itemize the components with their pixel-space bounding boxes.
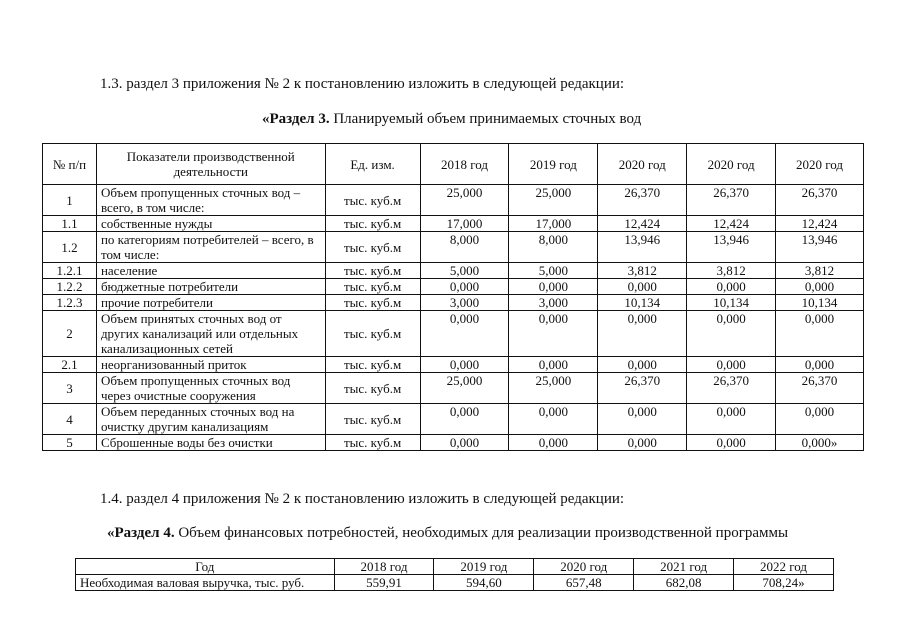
cell-value: 17,000 [509,216,598,232]
cell-value: 657,48 [534,575,634,591]
table-header-row [76,559,834,575]
cell-value: 26,370 [776,185,864,216]
cell-value: 0,000 [509,357,598,373]
financial-needs-table [75,558,834,591]
cell-value: 26,370 [598,185,687,216]
row-indicator: бюджетные потребители [96,279,325,295]
cell-value: 8,000 [420,232,509,263]
cell-value: 12,424 [598,216,687,232]
row-number: 2.1 [43,357,97,373]
row-number: 3 [43,373,97,404]
planned-wastewater-table [42,143,864,451]
row-number: 2 [43,311,97,357]
cell-value: 3,812 [598,263,687,279]
cell-value: 26,370 [776,373,864,404]
row-number: 1.2.3 [43,295,97,311]
cell-value: 0,000 [687,435,776,451]
row-number: 1.2.1 [43,263,97,279]
cell-value: 0,000 [509,311,598,357]
cell-value: 559,91 [334,575,434,591]
cell-value: 0,000 [776,357,864,373]
cell-value: 10,134 [598,295,687,311]
cell-value: 25,000 [509,373,598,404]
col-header-year-label: Год [76,559,335,575]
cell-value: 17,000 [420,216,509,232]
cell-value: 0,000 [598,404,687,435]
row-unit: тыс. куб.м [325,311,420,357]
cell-value: 3,000 [420,295,509,311]
cell-value: 26,370 [687,373,776,404]
cell-value: 0,000 [598,357,687,373]
row-indicator: Объем принятых сточных вод от других канализаций или отдельных канализационных сетей [96,311,325,357]
cell-value: 12,424 [687,216,776,232]
cell-value: 0,000 [598,435,687,451]
cell-value: 13,946 [776,232,864,263]
table-row [43,311,864,357]
table-row [43,404,864,435]
cell-value: 0,000 [776,279,864,295]
col-header-year: 2019 год [509,144,598,185]
table-row [43,216,864,232]
cell-value: 0,000 [509,435,598,451]
col-header-year: 2020 год [598,144,687,185]
row-number: 1.1 [43,216,97,232]
paragraph-1-4: 1.4. раздел 4 приложения № 2 к постановлению изложить в следующей редакции: [100,491,625,507]
cell-value: 0,000 [420,404,509,435]
table-row [43,232,864,263]
row-unit: тыс. куб.м [325,373,420,404]
paragraph-1-3: 1.3. раздел 3 приложения № 2 к постановлению изложить в следующей редакции: [100,76,625,92]
table-row [43,185,864,216]
row-unit: тыс. куб.м [325,185,420,216]
cell-value: 0,000 [687,404,776,435]
row-label-revenue: Необходимая валовая выручка, тыс. руб. [76,575,335,591]
cell-value: 5,000 [509,263,598,279]
cell-value: 708,24» [734,575,834,591]
row-indicator: прочие потребители [96,295,325,311]
row-indicator: Объем переданных сточных вод на очистку другим канализациям [96,404,325,435]
col-header-year: 2020 год [534,559,634,575]
row-indicator: собственные нужды [96,216,325,232]
table-row [43,435,864,451]
cell-value: 0,000 [420,279,509,295]
cell-value: 12,424 [776,216,864,232]
cell-value: 0,000 [420,435,509,451]
cell-value: 10,134 [776,295,864,311]
row-indicator: по категориям потребителей – всего, в том числе: [96,232,325,263]
col-header-num: № п/п [43,144,97,185]
row-indicator: Объем пропущенных сточных вод – всего, в том числе: [96,185,325,216]
table-row [43,373,864,404]
cell-value: 26,370 [687,185,776,216]
row-indicator: Объем пропущенных сточных вод через очистные сооружения [96,373,325,404]
cell-value: 0,000 [776,311,864,357]
cell-value: 0,000 [776,404,864,435]
cell-value: 3,812 [776,263,864,279]
cell-value: 13,946 [687,232,776,263]
cell-value: 8,000 [509,232,598,263]
row-indicator: население [96,263,325,279]
row-indicator: Сброшенные воды без очистки [96,435,325,451]
col-header-year: 2021 год [634,559,734,575]
cell-value: 0,000 [509,404,598,435]
col-header-indicator: Показатели производственной деятельности [96,144,325,185]
section-4-title-rest: Объем финансовых потребностей, необходимых для реализации производственной программы [174,525,789,541]
table-header-row [43,144,864,185]
cell-value: 25,000 [509,185,598,216]
cell-value: 3,000 [509,295,598,311]
row-number: 4 [43,404,97,435]
row-unit: тыс. куб.м [325,357,420,373]
col-header-year: 2018 год [334,559,434,575]
cell-value: 0,000 [687,357,776,373]
row-unit: тыс. куб.м [325,295,420,311]
cell-value: 25,000 [420,185,509,216]
cell-value: 13,946 [598,232,687,263]
cell-value: 3,812 [687,263,776,279]
section-4-heading [107,525,788,542]
cell-value: 0,000 [598,279,687,295]
cell-value: 0,000 [687,311,776,357]
table-row [43,295,864,311]
row-indicator: неорганизованный приток [96,357,325,373]
cell-value: 0,000 [598,311,687,357]
cell-value: 682,08 [634,575,734,591]
cell-value: 0,000 [420,357,509,373]
col-header-year: 2022 год [734,559,834,575]
row-unit: тыс. куб.м [325,435,420,451]
cell-value: 0,000» [776,435,864,451]
row-unit: тыс. куб.м [325,232,420,263]
row-number: 1.2.2 [43,279,97,295]
cell-value: 5,000 [420,263,509,279]
col-header-year: 2020 год [776,144,864,185]
section-3-heading [262,111,641,128]
table-row [43,357,864,373]
row-unit: тыс. куб.м [325,263,420,279]
cell-value: 0,000 [420,311,509,357]
section-4-title-bold: «Раздел 4. [107,525,175,541]
col-header-year: 2019 год [434,559,534,575]
table-row [43,279,864,295]
row-number: 5 [43,435,97,451]
row-number: 1 [43,185,97,216]
col-header-year: 2020 год [687,144,776,185]
cell-value: 594,60 [434,575,534,591]
cell-value: 26,370 [598,373,687,404]
table-row [43,263,864,279]
cell-value: 10,134 [687,295,776,311]
col-header-unit: Ед. изм. [325,144,420,185]
cell-value: 25,000 [420,373,509,404]
section-3-title-rest: Планируемый объем принимаемых сточных вод [329,111,642,127]
table-row [76,575,834,591]
col-header-year: 2018 год [420,144,509,185]
row-unit: тыс. куб.м [325,216,420,232]
cell-value: 0,000 [687,279,776,295]
row-unit: тыс. куб.м [325,404,420,435]
row-unit: тыс. куб.м [325,279,420,295]
cell-value: 0,000 [509,279,598,295]
row-number: 1.2 [43,232,97,263]
section-3-title-bold: «Раздел 3. [262,111,330,127]
